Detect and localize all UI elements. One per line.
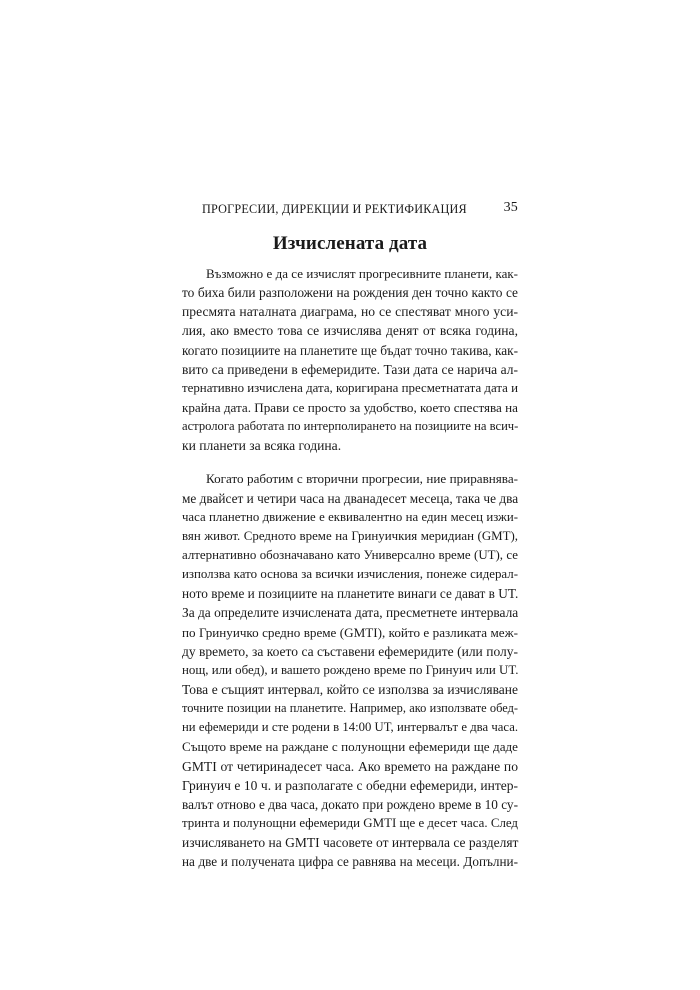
text-line: лия, ако вместо това се изчислява денят от всяка година, xyxy=(182,323,518,339)
text-line: ки планети за всяка година. xyxy=(182,438,342,454)
running-title: ПРОГРЕСИИ, ДИРЕКЦИИ И РЕКТИФИКАЦИЯ xyxy=(202,202,467,216)
text-line: алтернативно обозначавано като Универсално време (UT), се xyxy=(182,547,518,562)
text-line: За да определите изчислената дата, пресметнете интервала xyxy=(182,605,519,621)
text-line: вян живот. Средното време на Гринуичкия меридиан (GMT), xyxy=(182,528,518,543)
text-line: изчисляването на GMTI часовете от интервала се разделят xyxy=(182,835,519,851)
text-line: часа планетно движение е еквивалентно на един месец изжи- xyxy=(182,509,518,524)
book-page xyxy=(182,196,518,871)
text-line: Възможно е да се изчислят прогресивните планети, как- xyxy=(206,266,518,281)
section-title: Изчислената дата xyxy=(272,233,428,254)
text-line: то биха били разположени на рождения ден точно както се xyxy=(182,285,518,301)
text-line: Гринуич е 10 ч. и разполагате с обедни ефемериди, интер- xyxy=(182,777,518,793)
text-line: на две и получената цифра се равнява на месеци. Допълни- xyxy=(182,854,518,870)
text-line: тринта и полунощни ефемериди GMTI ще е десет часа. След xyxy=(182,815,518,830)
text-line: ното време и позициите на планетите винаги се дават в UT. xyxy=(182,586,519,602)
text-line: валът отново е два часа, докато при рождено време в 10 су- xyxy=(182,796,518,812)
paragraph-1 xyxy=(182,264,518,455)
text-line: Когато работим с вторични прогресии, ние приравнява- xyxy=(206,471,518,487)
text-line: когато позициите на планетите ще бъдат точно такива, как- xyxy=(182,342,518,358)
text-line: точните позиции на планетите. Например, ако използвате обед- xyxy=(182,701,518,716)
text-line: ме двайсет и четири часа на дванадесет месеца, така че два xyxy=(182,490,519,506)
text-line: по Гринуичко средно време (GMTI), който е разликата меж- xyxy=(182,624,518,640)
text-line: астролога работата по интерполирането на позициите на всич- xyxy=(182,419,519,434)
text-line: нощ, или обед), и вашето рождено време по Гринуич или UT. xyxy=(182,662,519,677)
text-line: GMTI от четиринадесет часа. Ако времето на раждане по xyxy=(182,758,518,774)
text-line: ни ефемериди и сте родени в 14:00 UT, интервалът е два часа. xyxy=(182,720,518,735)
page-number: 35 xyxy=(503,200,518,215)
text-line: използва като основа за всички изчисления, понеже сидерал- xyxy=(182,567,518,582)
text-line: ду времето, за което са съставени ефемеридите (или полу- xyxy=(182,643,518,659)
text-line: пресмята наталната диаграма, но се спестяват много уси- xyxy=(182,304,518,320)
text-line: Това е същият интервал, който се използва за изчисляване xyxy=(182,681,518,697)
text-line: тернативно изчислена дата, коригирана пресметнатата дата и xyxy=(182,380,518,395)
text-line: крайна дата. Прави се просто за удобство, което спестява на xyxy=(182,399,518,415)
text-line: Същото време на раждане с полунощни ефемериди ще даде xyxy=(182,739,518,755)
text-line: вито са приведени в ефемеридите. Тази дата се нарича ал- xyxy=(182,361,518,377)
paragraph-2 xyxy=(182,469,518,871)
running-header xyxy=(182,196,518,220)
